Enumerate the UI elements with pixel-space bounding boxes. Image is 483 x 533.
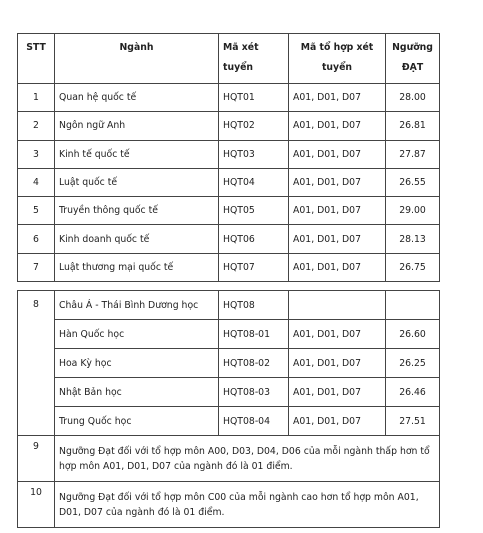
cell-nganh: Truyền thông quốc tế: [55, 197, 219, 225]
cell-nganh: Luật quốc tế: [55, 168, 219, 196]
cell-ma: HQT06: [219, 225, 289, 253]
cell-to-hop: A01, D01, D07: [289, 378, 386, 407]
cell-to-hop: A01, D01, D07: [289, 168, 386, 196]
note-text: Ngưỡng Đạt đối với tổ hợp môn C00 của mỗi ngành cao hơn tổ hợp môn A01, D01, D07 của ngành đó là 01 điểm.: [55, 482, 440, 528]
cell-ma: HQT08-03: [219, 378, 289, 407]
cell-to-hop: A01, D01, D07: [289, 225, 386, 253]
cell-diem: 26.46: [386, 378, 440, 407]
cell-diem: 29.00: [386, 197, 440, 225]
cell-diem: 27.87: [386, 140, 440, 168]
note-row: [18, 436, 440, 482]
sub-row: [18, 320, 440, 349]
cell-stt: 7: [18, 253, 55, 281]
cell-to-hop: A01, D01, D07: [289, 320, 386, 349]
cell-nganh: Nhật Bản học: [55, 378, 219, 407]
cell-stt: 10: [18, 482, 55, 528]
header-ma-xet-tuyen: Mã xét tuyển: [219, 34, 289, 84]
cell-to-hop: A01, D01, D07: [289, 253, 386, 281]
table-row: [18, 197, 440, 225]
sub-row: [18, 407, 440, 436]
table-header-row: [18, 34, 440, 84]
cell-stt: 5: [18, 197, 55, 225]
cell-nganh: Luật thương mại quốc tế: [55, 253, 219, 281]
cell-stt: 6: [18, 225, 55, 253]
cell-ma: HQT08-02: [219, 349, 289, 378]
note-row: [18, 482, 440, 528]
cell-diem: 28.00: [386, 84, 440, 112]
cell-ma: HQT05: [219, 197, 289, 225]
cell-to-hop: A01, D01, D07: [289, 197, 386, 225]
table-row: [18, 140, 440, 168]
cell-ma: HQT01: [219, 84, 289, 112]
cell-diem: 26.75: [386, 253, 440, 281]
cell-to-hop-empty: [289, 291, 386, 320]
header-to-hop: Mã tổ hợp xét tuyển: [289, 34, 386, 84]
admission-table-main: [17, 33, 440, 282]
group-row: [18, 291, 440, 320]
cell-to-hop: A01, D01, D07: [289, 349, 386, 378]
cell-ma: HQT02: [219, 112, 289, 140]
cell-diem: 26.25: [386, 349, 440, 378]
cell-stt: 1: [18, 84, 55, 112]
sub-row: [18, 349, 440, 378]
cell-stt: 4: [18, 168, 55, 196]
cell-ma: HQT03: [219, 140, 289, 168]
table-row: [18, 225, 440, 253]
header-nguong: Ngưỡng ĐẠT: [386, 34, 440, 84]
admission-table-extra: [17, 290, 440, 528]
cell-to-hop: A01, D01, D07: [289, 407, 386, 436]
cell-ma: HQT08-04: [219, 407, 289, 436]
table-row: [18, 84, 440, 112]
cell-ma: HQT08-01: [219, 320, 289, 349]
header-stt: STT: [18, 34, 55, 84]
table-row: [18, 112, 440, 140]
header-nganh: Ngành: [55, 34, 219, 84]
cell-stt: 3: [18, 140, 55, 168]
note-text: Ngưỡng Đạt đối với tổ hợp môn A00, D03, D04, D06 của mỗi ngành thấp hơn tổ hợp môn A01, D01, D07 của ngành đó là 01 điểm.: [55, 436, 440, 482]
cell-ma: HQT07: [219, 253, 289, 281]
cell-to-hop: A01, D01, D07: [289, 112, 386, 140]
cell-nganh: Quan hệ quốc tế: [55, 84, 219, 112]
cell-diem: 26.55: [386, 168, 440, 196]
sub-row: [18, 378, 440, 407]
cell-diem: 27.51: [386, 407, 440, 436]
cell-stt: 2: [18, 112, 55, 140]
cell-nganh: Trung Quốc học: [55, 407, 219, 436]
cell-nganh: Kinh doanh quốc tế: [55, 225, 219, 253]
table-row: [18, 253, 440, 281]
cell-to-hop: A01, D01, D07: [289, 140, 386, 168]
table-row: [18, 168, 440, 196]
cell-stt: 9: [18, 436, 55, 482]
cell-nganh: Kinh tế quốc tế: [55, 140, 219, 168]
cell-diem: 28.13: [386, 225, 440, 253]
cell-nganh: Hàn Quốc học: [55, 320, 219, 349]
cell-to-hop: A01, D01, D07: [289, 84, 386, 112]
cell-ma: HQT08: [219, 291, 289, 320]
cell-nganh: Châu Á - Thái Bình Dương học: [55, 291, 219, 320]
cell-nganh: Ngôn ngữ Anh: [55, 112, 219, 140]
cell-diem: 26.81: [386, 112, 440, 140]
cell-nganh: Hoa Kỳ học: [55, 349, 219, 378]
cell-diem: 26.60: [386, 320, 440, 349]
cell-diem-empty: [386, 291, 440, 320]
cell-stt: 8: [18, 291, 55, 436]
cell-ma: HQT04: [219, 168, 289, 196]
